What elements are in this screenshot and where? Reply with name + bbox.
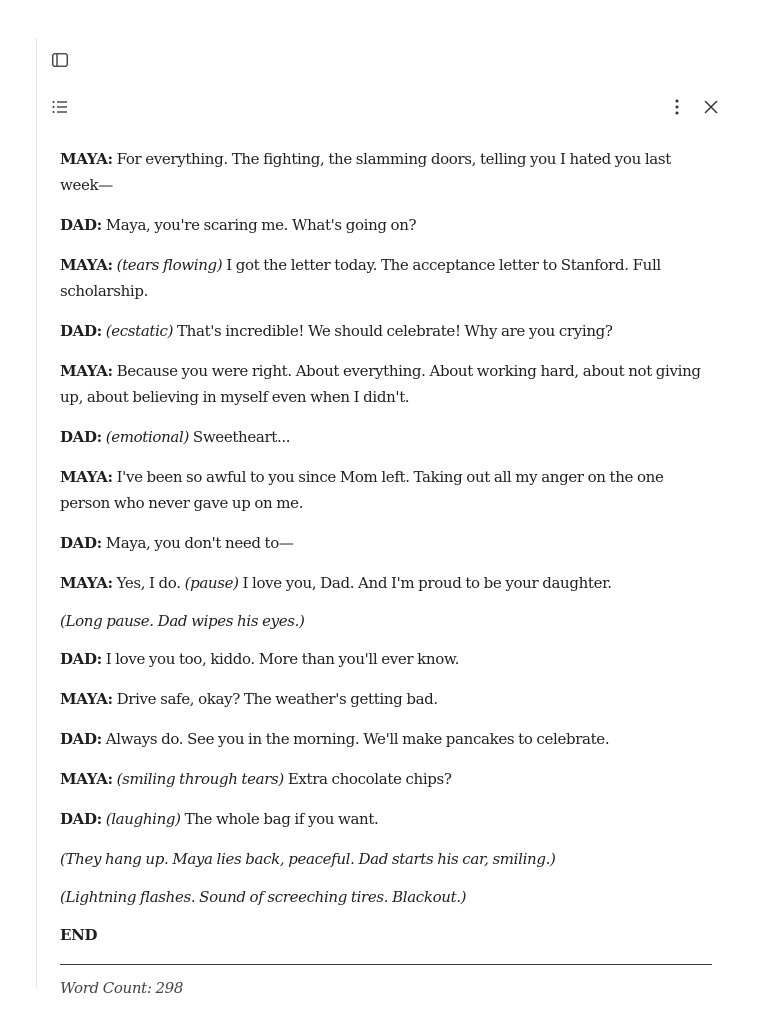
dialogue-text: Always do. See you in the morning. We'll make pancakes to celebrate.	[105, 730, 610, 748]
dialogue-text: Because you were right. About everything. About working hard, about not giving up, about believing in myself even when I didn't.	[60, 362, 701, 406]
speaker-name: MAYA:	[60, 256, 113, 274]
dialogue-line	[60, 806, 712, 832]
dialogue-text: Sweetheart...	[192, 428, 291, 446]
speaker-name: DAD:	[60, 534, 102, 552]
dialogue-line	[60, 766, 712, 792]
speaker-name: MAYA:	[60, 362, 113, 380]
sidebar-toggle-icon[interactable]	[48, 48, 72, 72]
dialogue-text: Maya, you don't need to—	[105, 534, 294, 552]
dialogue-line	[60, 212, 712, 238]
dialogue-text: I've been so awful to you since Mom left. Taking out all my anger on the one person who never gave up on me.	[60, 468, 664, 512]
dialogue-text: Maya, you're scaring me. What's going on?	[105, 216, 417, 234]
stage-direction: (tears flowing)	[116, 256, 223, 274]
dialogue-text: I love you too, kiddo. More than you'll ever know.	[105, 650, 460, 668]
dialogue-text: The whole bag if you want.	[184, 810, 379, 828]
close-icon[interactable]	[699, 95, 723, 119]
dialogue-line	[60, 358, 712, 410]
dialogue-text: That's incredible! We should celebrate! Why are you crying?	[177, 322, 613, 340]
word-count: Word Count: 298	[60, 979, 184, 997]
divider	[60, 964, 712, 965]
speaker-name: DAD:	[60, 650, 102, 668]
dialogue-text: Extra chocolate chips?	[287, 770, 452, 788]
speaker-name: MAYA:	[60, 574, 113, 592]
speaker-name: DAD:	[60, 428, 102, 446]
stage-direction-line: (They hang up. Maya lies back, peaceful. Dad starts his car, smiling.)	[60, 850, 556, 868]
dialogue-text: Drive safe, okay? The weather's getting bad.	[116, 690, 438, 708]
speaker-name: DAD:	[60, 810, 102, 828]
dialogue-line	[60, 252, 712, 304]
speaker-name: DAD:	[60, 730, 102, 748]
dialogue-line	[60, 318, 712, 344]
stage-direction-line: (Lightning flashes. Sound of screeching tires. Blackout.)	[60, 888, 467, 906]
speaker-name: MAYA:	[60, 468, 113, 486]
dialogue-text: I love you, Dad. And I'm proud to be your daughter.	[242, 574, 612, 592]
stage-direction-line: (Long pause. Dad wipes his eyes.)	[60, 612, 305, 630]
script-content	[60, 146, 712, 1001]
dialogue-text: For everything. The fighting, the slamming doors, telling you I hated you last week—	[60, 150, 671, 194]
dialogue-text: Yes, I do.	[116, 574, 181, 592]
dialogue-line	[60, 570, 712, 596]
speaker-name: DAD:	[60, 322, 102, 340]
stage-direction: (laughing)	[105, 810, 181, 828]
document-panel	[36, 38, 768, 997]
speaker-name: MAYA:	[60, 690, 113, 708]
outline-list-icon[interactable]	[48, 95, 72, 119]
stage-direction: (pause)	[184, 574, 239, 592]
dialogue-line	[60, 146, 712, 198]
stage-direction: (ecstatic)	[105, 322, 174, 340]
speaker-name: DAD:	[60, 216, 102, 234]
more-vertical-icon[interactable]	[665, 95, 689, 119]
dialogue-line	[60, 686, 712, 712]
end-marker: END	[60, 926, 98, 944]
speaker-name: MAYA:	[60, 150, 113, 168]
dialogue-line	[60, 646, 712, 672]
dialogue-line	[60, 424, 712, 450]
dialogue-text: I got the letter today. The acceptance letter to Stanford. Full scholarship.	[60, 256, 661, 300]
speaker-name: MAYA:	[60, 770, 113, 788]
dialogue-line	[60, 464, 712, 516]
stage-direction: (emotional)	[105, 428, 189, 446]
stage-direction: (smiling through tears)	[116, 770, 284, 788]
dialogue-line	[60, 530, 712, 556]
dialogue-line	[60, 726, 712, 752]
